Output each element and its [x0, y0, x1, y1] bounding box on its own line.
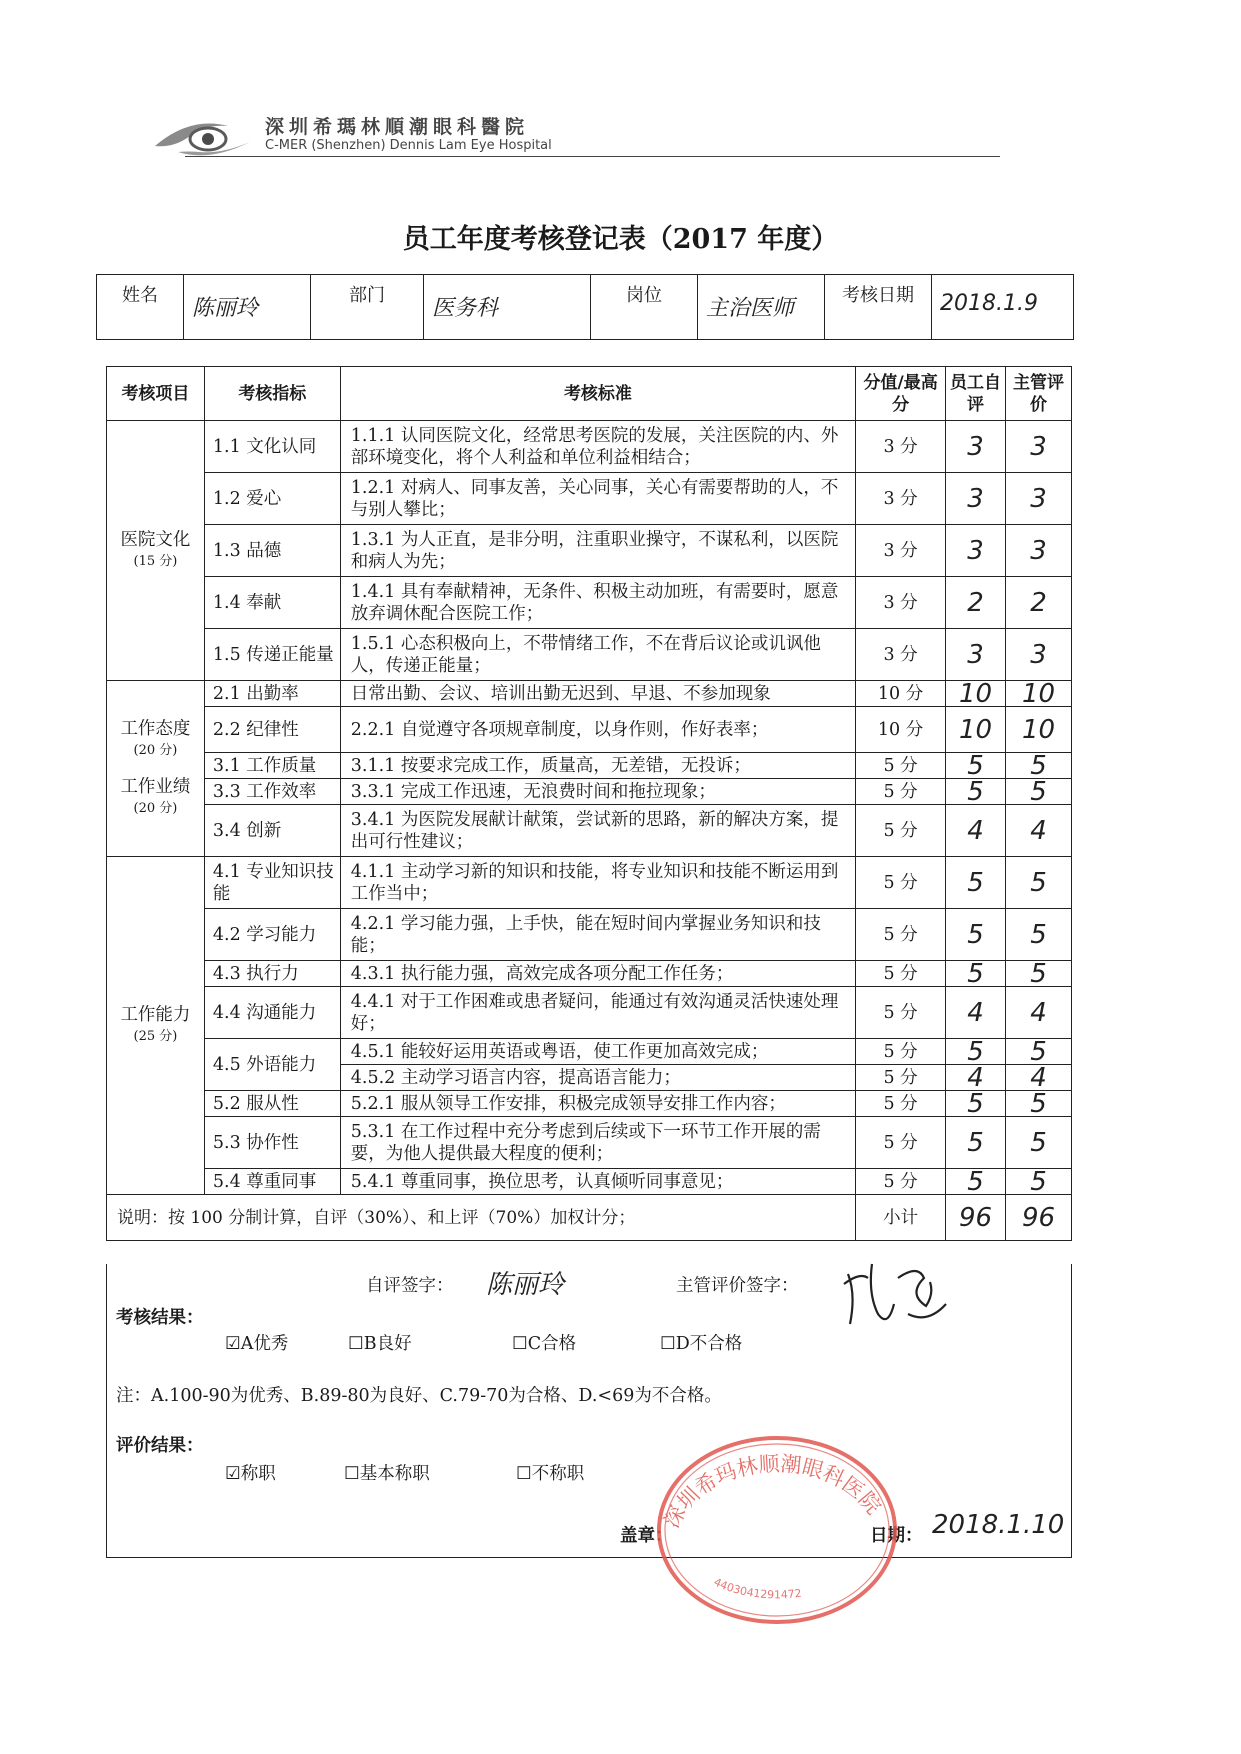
manager-score: 10 — [1006, 681, 1072, 707]
stamp-number: 4403041291472 — [711, 1575, 803, 1602]
eval-option-incompetent[interactable] — [516, 1460, 584, 1485]
header-manager: 主管评价 — [1006, 367, 1072, 421]
max-points: 3 分 — [856, 629, 946, 681]
self-score: 3 — [946, 525, 1006, 577]
hospital-name-en: C-MER (Shenzhen) Dennis Lam Eye Hospital — [265, 138, 552, 153]
max-points: 10 分 — [856, 707, 946, 753]
table-row — [107, 525, 1072, 577]
self-score: 4 — [946, 1065, 1006, 1091]
name-label: 姓名 — [97, 275, 184, 340]
subtotal-row — [107, 1195, 1072, 1241]
manager-score: 10 — [1006, 707, 1072, 753]
manager-score: 4 — [1006, 805, 1072, 857]
subtotal-manager: 96 — [1006, 1195, 1072, 1241]
indicator: 1.3 品德 — [204, 525, 340, 577]
result-label: 考核结果： — [116, 1308, 204, 1328]
self-score: 5 — [946, 753, 1006, 779]
table-row — [107, 857, 1072, 909]
max-points: 5 分 — [856, 1039, 946, 1065]
standard: 5.2.1 服从领导工作安排，积极完成领导安排工作内容； — [340, 1091, 855, 1117]
grade-legend: 注：A.100-90为优秀、B.89-80为良好、C.79-70为合格、D.<69为不合格。 — [116, 1386, 722, 1406]
checkbox-icon: ☐ — [660, 1334, 676, 1354]
table-row — [107, 909, 1072, 961]
hospital-seal-stamp — [652, 1430, 902, 1630]
max-points: 5 分 — [856, 909, 946, 961]
manager-score: 5 — [1006, 961, 1072, 987]
standard: 1.4.1 具有奉献精神，无条件、积极主动加班，有需要时，愿意放弃调休配合医院工作； — [340, 577, 855, 629]
category-performance-name: 工作业绩 — [120, 776, 191, 797]
category-culture — [107, 421, 205, 681]
standard: 3.4.1 为医院发展献计献策，尝试新的思路，新的解决方案，提出可行性建议； — [340, 805, 855, 857]
table-row — [107, 421, 1072, 473]
table-row — [107, 473, 1072, 525]
header-row — [107, 367, 1072, 421]
dept-label: 部门 — [311, 275, 424, 340]
header-indicator: 考核指标 — [204, 367, 340, 421]
result-option-d-label: D不合格 — [675, 1334, 743, 1354]
result-option-a[interactable] — [225, 1330, 288, 1355]
self-score: 5 — [946, 1117, 1006, 1169]
date-value: 2018.1.9 — [932, 275, 1074, 340]
table-row — [107, 987, 1072, 1039]
evaluation-table — [106, 366, 1072, 1241]
self-score: 10 — [946, 681, 1006, 707]
indicator: 5.3 协作性 — [204, 1117, 340, 1169]
post-label: 岗位 — [591, 275, 698, 340]
manager-score: 5 — [1006, 1117, 1072, 1169]
max-points: 5 分 — [856, 1117, 946, 1169]
hospital-name-zh: 深圳希瑪林順潮眼科醫院 — [265, 116, 530, 138]
indicator: 4.5 外语能力 — [204, 1039, 340, 1091]
indicator: 1.5 传递正能量 — [204, 629, 340, 681]
manager-score: 3 — [1006, 473, 1072, 525]
standard: 5.3.1 在工作过程中充分考虑到后续或下一环节工作开展的需要，为他人提供最大程度的便利； — [340, 1117, 855, 1169]
manager-score: 5 — [1006, 1091, 1072, 1117]
table-row — [107, 1117, 1072, 1169]
table-row — [107, 1169, 1072, 1195]
indicator: 2.1 出勤率 — [204, 681, 340, 707]
manager-score: 4 — [1006, 1065, 1072, 1091]
header-divider — [185, 156, 1000, 157]
manager-score: 3 — [1006, 421, 1072, 473]
manager-score: 3 — [1006, 629, 1072, 681]
eval-option-basic-label: 基本称职 — [359, 1464, 430, 1484]
standard: 1.2.1 对病人、同事友善，关心同事，关心有需要帮助的人，不与别人攀比； — [340, 473, 855, 525]
checkbox-icon: ☐ — [516, 1464, 532, 1484]
standard: 1.1.1 认同医院文化，经常思考医院的发展，关注医院的内、外部环境变化，将个人利益和单位利益相结合； — [340, 421, 855, 473]
self-score: 4 — [946, 805, 1006, 857]
footer-date-label: 日期： — [870, 1526, 923, 1546]
max-points: 5 分 — [856, 961, 946, 987]
standard: 1.3.1 为人正直，是非分明，注重职业操守，不谋私利，以医院和病人为先； — [340, 525, 855, 577]
date-label: 考核日期 — [825, 275, 932, 340]
standard: 3.3.1 完成工作迅速，无浪费时间和拖拉现象； — [340, 779, 855, 805]
result-option-b-label: B良好 — [363, 1334, 412, 1354]
indicator: 3.4 创新 — [204, 805, 340, 857]
header-standard: 考核标准 — [340, 367, 855, 421]
standard: 4.1.1 主动学习新的知识和技能，将专业知识和技能不断运用到工作当中； — [340, 857, 855, 909]
stamp-text: 深圳希玛林顺潮眼科医院 — [659, 1451, 886, 1532]
checkbox-icon: ☐ — [344, 1464, 360, 1484]
max-points: 5 分 — [856, 857, 946, 909]
manager-score: 5 — [1006, 753, 1072, 779]
category-culture-score: (15 分) — [133, 553, 178, 569]
max-points: 5 分 — [856, 1169, 946, 1195]
self-score: 2 — [946, 577, 1006, 629]
category-ability-name: 工作能力 — [120, 1004, 191, 1025]
manager-score: 5 — [1006, 779, 1072, 805]
standard: 4.5.2 主动学习语言内容，提高语言能力； — [340, 1065, 855, 1091]
table-row — [107, 577, 1072, 629]
result-option-c-label: C合格 — [527, 1334, 577, 1354]
self-score: 3 — [946, 473, 1006, 525]
subtotal-label: 小计 — [856, 1195, 946, 1241]
result-option-a-label: A优秀 — [240, 1334, 289, 1354]
indicator: 4.3 执行力 — [204, 961, 340, 987]
header-points: 分值/最高分 — [856, 367, 946, 421]
eval-option-competent[interactable] — [225, 1460, 276, 1485]
table-row — [107, 1039, 1072, 1065]
self-score: 5 — [946, 961, 1006, 987]
manager-score: 5 — [1006, 857, 1072, 909]
standard: 4.4.1 对于工作困难或患者疑问，能通过有效沟通灵活快速处理好； — [340, 987, 855, 1039]
employee-info-table — [96, 274, 1074, 340]
evaluation-label: 评价结果： — [116, 1436, 204, 1456]
standard: 2.2.1 自觉遵守各项规章制度，以身作则，作好表率； — [340, 707, 855, 753]
indicator: 5.2 服从性 — [204, 1091, 340, 1117]
header-self: 员工自评 — [946, 367, 1006, 421]
max-points: 5 分 — [856, 987, 946, 1039]
category-attitude-performance — [107, 681, 205, 857]
self-score: 5 — [946, 1039, 1006, 1065]
eval-option-competent-label: 称职 — [240, 1464, 276, 1484]
self-score: 4 — [946, 987, 1006, 1039]
indicator: 4.4 沟通能力 — [204, 987, 340, 1039]
indicator: 3.3 工作效率 — [204, 779, 340, 805]
standard: 1.5.1 心态积极向上，不带情绪工作，不在背后议论或讥讽他人，传递正能量； — [340, 629, 855, 681]
max-points: 3 分 — [856, 577, 946, 629]
max-points: 10 分 — [856, 681, 946, 707]
self-score: 5 — [946, 909, 1006, 961]
standard: 5.4.1 尊重同事，换位思考，认真倾听同事意见； — [340, 1169, 855, 1195]
table-row — [107, 805, 1072, 857]
category-attitude-score: (20 分) — [133, 742, 178, 758]
indicator: 5.4 尊重同事 — [204, 1169, 340, 1195]
post-value: 主治医师 — [698, 275, 825, 340]
indicator: 1.2 爱心 — [204, 473, 340, 525]
max-points: 5 分 — [856, 805, 946, 857]
footer-date-value: 2018.1.10 — [932, 1510, 1065, 1540]
standard: 3.1.1 按要求完成工作，质量高，无差错，无投诉； — [340, 753, 855, 779]
category-ability — [107, 857, 205, 1195]
self-score: 5 — [946, 1169, 1006, 1195]
max-points: 5 分 — [856, 1091, 946, 1117]
max-points: 5 分 — [856, 779, 946, 805]
subtotal-self: 96 — [946, 1195, 1006, 1241]
table-row — [107, 779, 1072, 805]
self-sign-label: 自评签字： — [366, 1276, 454, 1296]
self-score: 10 — [946, 707, 1006, 753]
seal-label: 盖章： — [620, 1526, 673, 1546]
standard: 日常出勤、会议、培训出勤无迟到、早退、不参加现象 — [340, 681, 855, 707]
checked-box-icon: ☑ — [225, 1334, 241, 1354]
standard: 4.3.1 执行能力强，高效完成各项分配工作任务； — [340, 961, 855, 987]
manager-sign-label: 主管评价签字： — [676, 1276, 799, 1296]
max-points: 3 分 — [856, 421, 946, 473]
eval-option-basic[interactable] — [344, 1460, 430, 1485]
table-row — [107, 1091, 1072, 1117]
manager-score: 4 — [1006, 987, 1072, 1039]
header-item: 考核项目 — [107, 367, 205, 421]
self-score: 5 — [946, 1091, 1006, 1117]
checkbox-icon: ☐ — [512, 1334, 528, 1354]
indicator: 4.2 学习能力 — [204, 909, 340, 961]
table-row — [107, 681, 1072, 707]
indicator: 4.1 专业知识技能 — [204, 857, 340, 909]
indicator: 3.1 工作质量 — [204, 753, 340, 779]
self-score: 3 — [946, 421, 1006, 473]
manager-score: 5 — [1006, 909, 1072, 961]
checkbox-icon: ☐ — [348, 1334, 364, 1354]
svg-text:4403041291472 — [712, 1575, 803, 1601]
manager-score: 5 — [1006, 1039, 1072, 1065]
self-signature: 陈丽玲 — [486, 1270, 565, 1300]
table-row — [107, 753, 1072, 779]
self-score: 5 — [946, 779, 1006, 805]
scoring-note: 说明：按 100 分制计算，自评（30%）、和上评（70%）加权计分； — [107, 1195, 856, 1241]
table-row — [107, 961, 1072, 987]
dept-value: 医务科 — [424, 275, 591, 340]
category-performance-score: (20 分) — [133, 800, 178, 816]
name-value: 陈丽玲 — [184, 275, 311, 340]
table-row — [107, 707, 1072, 753]
standard: 4.2.1 学习能力强，上手快，能在短时间内掌握业务知识和技能； — [340, 909, 855, 961]
self-score: 5 — [946, 857, 1006, 909]
standard: 4.5.1 能较好运用英语或粤语，使工作更加高效完成； — [340, 1039, 855, 1065]
self-score: 3 — [946, 629, 1006, 681]
table-row — [107, 629, 1072, 681]
form-title: 员工年度考核登记表（2017 年度） — [402, 224, 839, 255]
max-points: 5 分 — [856, 753, 946, 779]
category-attitude-name: 工作态度 — [120, 718, 191, 739]
category-ability-score: (25 分) — [133, 1028, 178, 1044]
manager-signature-mark — [838, 1254, 958, 1336]
result-option-c[interactable] — [512, 1330, 576, 1355]
category-culture-name: 医院文化 — [120, 529, 191, 550]
max-points: 3 分 — [856, 473, 946, 525]
checked-box-icon: ☑ — [225, 1464, 241, 1484]
eval-option-incompetent-label: 不称职 — [531, 1464, 585, 1484]
manager-score: 2 — [1006, 577, 1072, 629]
max-points: 3 分 — [856, 525, 946, 577]
result-option-b[interactable] — [348, 1330, 412, 1355]
max-points: 5 分 — [856, 1065, 946, 1091]
indicator: 1.1 文化认同 — [204, 421, 340, 473]
indicator: 1.4 奉献 — [204, 577, 340, 629]
manager-score: 5 — [1006, 1169, 1072, 1195]
result-option-d[interactable] — [660, 1330, 742, 1355]
manager-score: 3 — [1006, 525, 1072, 577]
indicator: 2.2 纪律性 — [204, 707, 340, 753]
